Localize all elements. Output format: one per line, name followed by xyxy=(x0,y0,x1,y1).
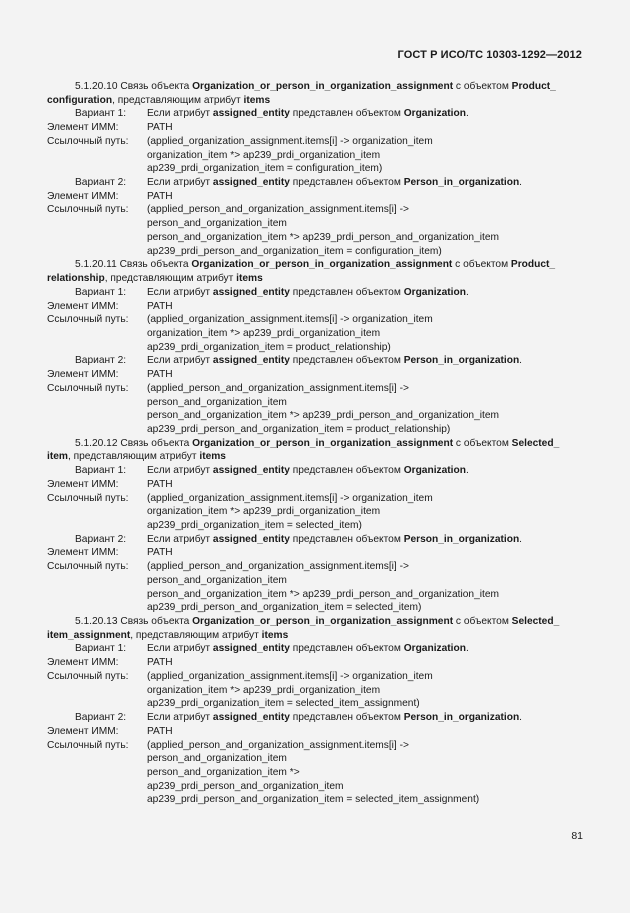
element-label: Элемент ИММ: xyxy=(47,122,119,134)
heading-text: Связь объекта xyxy=(117,437,193,449)
variant-row xyxy=(47,354,587,368)
path-line: person_and_organization_item *> ap239_prdi_person_and_organization_item xyxy=(147,588,500,600)
section-number: 5.1.20.12 xyxy=(75,437,118,449)
heading-text: с объектом xyxy=(452,259,511,271)
variant-label: Вариант 1: xyxy=(75,286,127,298)
heading-text: Связь объекта xyxy=(116,259,192,271)
element-row xyxy=(47,725,587,739)
target-object-name: Selected_ xyxy=(511,616,560,628)
condition-text: Если атрибут xyxy=(147,286,213,298)
path-row xyxy=(47,739,587,753)
element-label: Элемент ИММ: xyxy=(47,369,119,381)
heading-text: с объектом xyxy=(453,616,512,628)
path-line: person_and_organization_item xyxy=(147,574,287,586)
attribute-name: items xyxy=(236,273,263,285)
condition-text: представлен объектом xyxy=(289,355,404,367)
object-name: Organization_or_person_in_organization_assignment xyxy=(192,616,454,628)
variant-label: Вариант 1: xyxy=(75,643,127,655)
path-line: organization_item *> ap239_prdi_organization_item xyxy=(147,327,381,339)
path-line: (applied_organization_assignment.items[i] -> organization_item xyxy=(147,492,433,504)
condition-text: . xyxy=(519,355,523,367)
standard-header: ГОСТ Р ИСО/ТС 10303-1292—2012 xyxy=(397,49,582,61)
path-line: ap239_prdi_person_and_organization_item = configuration_item) xyxy=(147,245,442,257)
path-line: organization_item *> ap239_prdi_organization_item xyxy=(147,506,381,518)
condition-text: Если атрибут xyxy=(147,465,213,477)
condition-text: Если атрибут xyxy=(147,712,213,724)
object-name: Organization xyxy=(403,643,466,655)
attribute-name: assigned_entity xyxy=(212,108,290,120)
variant-condition xyxy=(147,286,587,300)
element-label: Элемент ИММ: xyxy=(47,300,119,312)
element-label: Элемент ИММ: xyxy=(47,725,119,737)
path-line: ap239_prdi_person_and_organization_item = product_relationship) xyxy=(147,423,451,435)
heading-text: Связь объекта xyxy=(117,81,193,92)
variant-condition xyxy=(147,354,587,368)
attribute-name: assigned_entity xyxy=(212,712,290,724)
element-value: PATH xyxy=(147,300,173,312)
variant-label: Вариант 1: xyxy=(75,108,127,120)
path-row xyxy=(47,313,587,327)
element-row xyxy=(47,546,587,560)
variant-label: Вариант 2: xyxy=(75,712,127,724)
condition-text: . xyxy=(519,177,523,189)
path-row xyxy=(47,492,587,506)
path-line: (applied_organization_assignment.items[i] -> organization_item xyxy=(147,314,433,326)
path-label: Ссылочный путь: xyxy=(47,382,129,394)
element-row xyxy=(47,190,587,204)
heading-text: , представляющим атрибут xyxy=(112,94,244,106)
path-label: Ссылочный путь: xyxy=(47,135,129,147)
element-row xyxy=(47,121,587,135)
variant-condition xyxy=(147,464,587,478)
condition-text: представлен объектом xyxy=(289,533,404,545)
attribute-name: assigned_entity xyxy=(212,177,290,189)
condition-text: . xyxy=(465,286,469,298)
element-value: PATH xyxy=(147,369,173,381)
heading-text: , представляющим атрибут xyxy=(104,273,237,285)
element-row xyxy=(47,300,587,314)
section-heading xyxy=(47,437,587,464)
condition-text: . xyxy=(519,533,523,545)
object-name: Organization_or_person_in_organization_assignment xyxy=(191,259,453,271)
element-label: Элемент ИММ: xyxy=(47,657,119,669)
condition-text: . xyxy=(465,108,469,120)
variant-row xyxy=(47,286,587,300)
path-line: person_and_organization_item *> xyxy=(147,766,300,778)
condition-text: Если атрибут xyxy=(147,177,213,189)
path-line: person_and_organization_item *> ap239_prdi_person_and_organization_item xyxy=(147,231,500,243)
variant-label: Вариант 1: xyxy=(75,465,127,477)
variant-row xyxy=(47,711,587,725)
path-row xyxy=(47,203,587,217)
variant-label: Вариант 2: xyxy=(75,177,127,189)
variant-label: Вариант 2: xyxy=(75,533,127,545)
variant-row xyxy=(47,642,587,656)
attribute-name: assigned_entity xyxy=(212,465,290,477)
object-name: Organization xyxy=(403,108,466,120)
condition-text: представлен объектом xyxy=(289,108,404,120)
target-object-name: configuration xyxy=(47,94,113,106)
element-row xyxy=(47,478,587,492)
heading-text: , представляющим атрибут xyxy=(67,451,200,463)
attribute-name: items xyxy=(199,451,226,463)
path-label: Ссылочный путь: xyxy=(47,492,129,504)
condition-text: представлен объектом xyxy=(289,643,404,655)
path-row xyxy=(47,382,587,396)
element-value: PATH xyxy=(147,725,173,737)
heading-text: Связь объекта xyxy=(117,616,193,628)
path-line: ap239_prdi_organization_item = selected_item_assignment) xyxy=(147,698,420,710)
target-object-name: Product_ xyxy=(511,81,556,92)
page-number: 81 xyxy=(571,830,583,842)
variant-row xyxy=(47,107,587,121)
path-line: ap239_prdi_person_and_organization_item = selected_item_assignment) xyxy=(147,794,480,806)
condition-text: Если атрибут xyxy=(147,355,213,367)
document-body xyxy=(47,80,587,807)
heading-text: с объектом xyxy=(453,81,512,92)
section-heading xyxy=(47,615,587,642)
condition-text: Если атрибут xyxy=(147,643,213,655)
condition-text: представлен объектом xyxy=(289,712,404,724)
target-object-name: Selected_ xyxy=(511,437,560,449)
element-label: Элемент ИММ: xyxy=(47,478,119,490)
target-object-name: item xyxy=(47,451,68,463)
element-label: Элемент ИММ: xyxy=(47,190,119,202)
path-row xyxy=(47,670,587,684)
path-line: person_and_organization_item xyxy=(147,753,287,765)
element-value: PATH xyxy=(147,122,173,134)
object-name: Person_in_organization xyxy=(403,712,520,724)
path-line: person_and_organization_item xyxy=(147,396,287,408)
path-line: ap239_prdi_organization_item = configuration_item) xyxy=(147,163,383,175)
condition-text: Если атрибут xyxy=(147,108,213,120)
path-line: person_and_organization_item xyxy=(147,218,287,230)
element-row xyxy=(47,368,587,382)
object-name: Person_in_organization xyxy=(403,177,520,189)
object-name: Organization xyxy=(403,465,466,477)
object-name: Person_in_organization xyxy=(403,355,520,367)
condition-text: . xyxy=(465,465,469,477)
path-line: (applied_person_and_organization_assignment.items[i] -> xyxy=(147,739,409,751)
path-line: organization_item *> ap239_prdi_organization_item xyxy=(147,684,381,696)
heading-text: , представляющим атрибут xyxy=(130,629,262,641)
object-name: Organization_or_person_in_organization_assignment xyxy=(192,437,454,449)
path-line: ap239_prdi_organization_item = product_relationship) xyxy=(147,341,391,353)
path-label: Ссылочный путь: xyxy=(47,561,129,573)
attribute-name: assigned_entity xyxy=(212,533,290,545)
condition-text: представлен объектом xyxy=(289,177,404,189)
path-line: ap239_prdi_person_and_organization_item xyxy=(147,780,344,792)
variant-condition xyxy=(147,107,587,121)
attribute-name: items xyxy=(261,629,289,641)
element-value: PATH xyxy=(147,657,173,669)
path-line: (applied_person_and_organization_assignment.items[i] -> xyxy=(147,561,409,573)
path-label: Ссылочный путь: xyxy=(47,314,129,326)
path-line: (applied_organization_assignment.items[i] -> organization_item xyxy=(147,670,433,682)
target-object-name: item_assignment xyxy=(47,629,131,641)
attribute-name: items xyxy=(243,94,271,106)
variant-label: Вариант 2: xyxy=(75,355,127,367)
variant-condition xyxy=(147,533,587,547)
section-heading xyxy=(47,80,587,107)
section-number: 5.1.20.13 xyxy=(75,616,118,628)
variant-row xyxy=(47,533,587,547)
attribute-name: assigned_entity xyxy=(212,286,290,298)
path-line: ap239_prdi_person_and_organization_item = selected_item) xyxy=(147,602,422,614)
path-label: Ссылочный путь: xyxy=(47,204,129,216)
element-row xyxy=(47,656,587,670)
variant-condition xyxy=(147,711,587,725)
path-label: Ссылочный путь: xyxy=(47,739,129,751)
element-value: PATH xyxy=(147,190,173,202)
condition-text: представлен объектом xyxy=(289,286,404,298)
variant-condition xyxy=(147,642,587,656)
condition-text: Если атрибут xyxy=(147,533,213,545)
condition-text: представлен объектом xyxy=(289,465,404,477)
variant-row xyxy=(47,176,587,190)
object-name: Person_in_organization xyxy=(403,533,520,545)
attribute-name: assigned_entity xyxy=(212,643,290,655)
path-row xyxy=(47,135,587,149)
path-label: Ссылочный путь: xyxy=(47,670,129,682)
path-line: (applied_person_and_organization_assignment.items[i] -> xyxy=(147,204,409,216)
heading-text: с объектом xyxy=(453,437,512,449)
path-line: (applied_organization_assignment.items[i] -> organization_item xyxy=(147,135,433,147)
path-line: ap239_prdi_organization_item = selected_item) xyxy=(147,520,362,531)
object-name: Organization xyxy=(403,286,466,298)
condition-text: . xyxy=(519,712,523,724)
path-line: (applied_person_and_organization_assignment.items[i] -> xyxy=(147,382,409,394)
section-heading xyxy=(47,258,587,285)
section-number: 5.1.20.10 xyxy=(75,81,118,92)
section-number: 5.1.20.11 xyxy=(75,259,117,271)
variant-row xyxy=(47,464,587,478)
target-object-name: relationship xyxy=(47,273,105,285)
path-row xyxy=(47,560,587,574)
variant-condition xyxy=(147,176,587,190)
element-value: PATH xyxy=(147,478,173,490)
element-label: Элемент ИММ: xyxy=(47,547,119,559)
object-name: Organization_or_person_in_organization_assignment xyxy=(192,81,454,92)
target-object-name: Product_ xyxy=(510,259,556,271)
element-value: PATH xyxy=(147,547,173,559)
attribute-name: assigned_entity xyxy=(212,355,290,367)
path-line: organization_item *> ap239_prdi_organization_item xyxy=(147,149,381,161)
condition-text: . xyxy=(465,643,469,655)
path-line: person_and_organization_item *> ap239_prdi_person_and_organization_item xyxy=(147,410,500,422)
